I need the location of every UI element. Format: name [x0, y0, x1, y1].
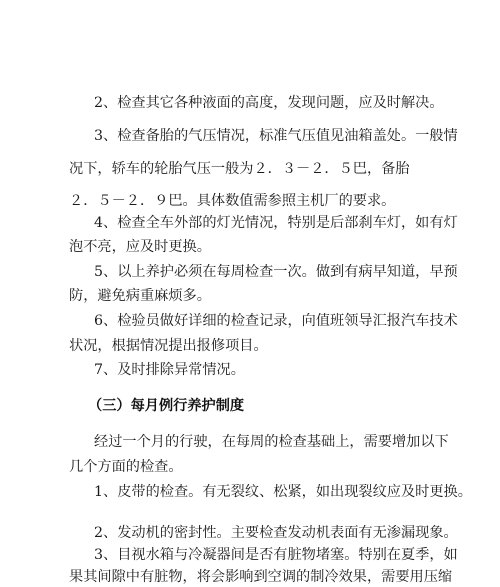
- paragraph-line: 5、以上养护必须在每周检查一次。做到有病早知道，早预: [94, 264, 458, 280]
- paragraph-line: 防，避免病重麻烦多。: [69, 288, 211, 304]
- paragraph-line: 4、检查全车外部的灯光情况，特别是后部刹车灯，如有灯: [94, 215, 458, 231]
- paragraph-line: 2、发动机的密封性。主要检查发动机表面有无渗漏现象。: [94, 525, 458, 541]
- paragraph-line: 1、皮带的检查。有无裂纹、松紧，如出现裂纹应及时更换。: [94, 484, 472, 500]
- paragraph-line: ２．５－２．９巴。具体数值需参照主机厂的要求。: [69, 193, 396, 209]
- paragraph-line: 况下，轿车的轮胎气压一般为２．３－２．５巴，备胎: [69, 161, 410, 177]
- paragraph-line: 状况，根据情况提出报修项目。: [69, 338, 268, 354]
- paragraph-line: 几个方面的检查。: [69, 459, 183, 475]
- section-heading: （三）每月例行养护制度: [88, 398, 245, 414]
- paragraph-line: 3、目视水箱与冷凝器间是否有脏物堵塞。特别在夏季，如: [94, 547, 458, 563]
- paragraph-line: 3、检查备胎的气压情况，标准气压值见油箱盖处。一般情: [94, 128, 458, 144]
- paragraph-line: 泡不亮，应及时更换。: [69, 239, 211, 255]
- paragraph-line: 2、检查其它各种液面的高度，发现问题，应及时解决。: [94, 95, 444, 111]
- paragraph-line: 7、及时排除异常情况。: [94, 362, 245, 378]
- paragraph-line: 经过一个月的行驶，在每周的检查基础上，需要增加以下: [94, 434, 449, 450]
- paragraph-line: 果其间隙中有脏物，将会影响到空调的制冷效果，需要用压缩: [69, 569, 453, 585]
- paragraph-line: 6、检验员做好详细的检查记录，向值班领导汇报汽车技术: [94, 313, 458, 329]
